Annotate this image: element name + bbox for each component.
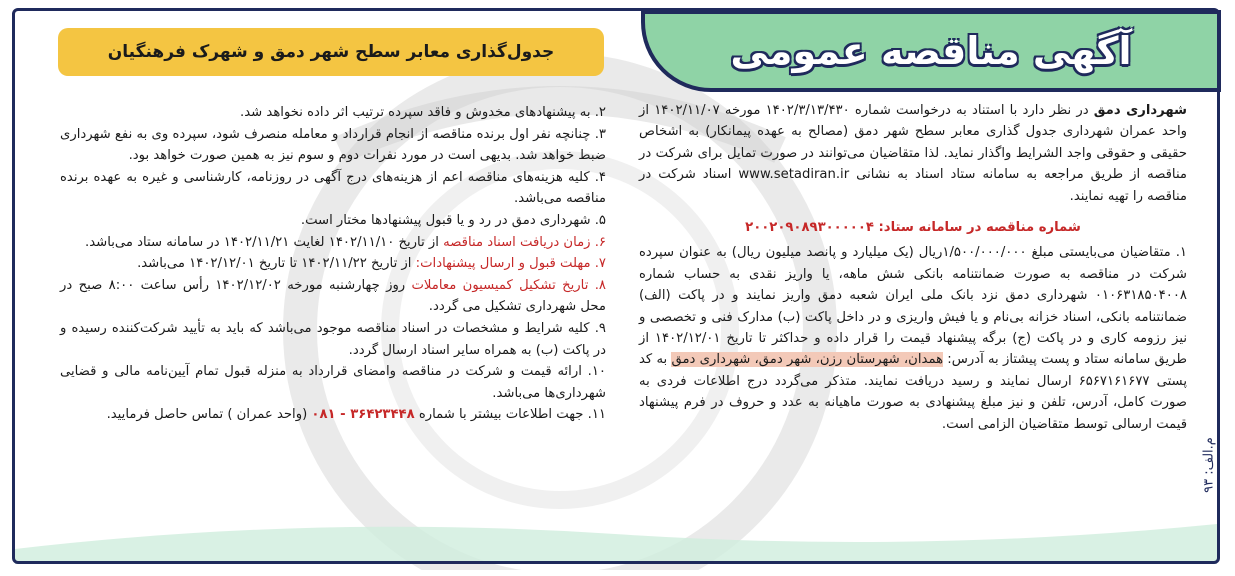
project-subtitle: جدول‌گذاری معابر سطح شهر دمق و شهرک فرهنگیان	[58, 28, 604, 76]
right-column	[639, 100, 1187, 435]
item-4: ۴. کلیه هزینه‌های مناقصه اعم از هزینه‌های درج آگهی در روزنامه، کارشناسی و غیره به عهده برنده مناقصه می‌باشد.	[60, 169, 606, 207]
item-8-label: ۸. تاریخ تشکیل کمیسیون معاملات	[411, 277, 606, 293]
item-1-address: همدان، شهرستان رزن، شهر دمق، شهرداری دمق	[671, 352, 944, 368]
tender-number: شماره مناقصه در سامانه ستاد: ۲۰۰۲۰۹۰۸۹۳۰۰۰۰۰۴	[745, 220, 1081, 236]
intro-paragraph	[639, 100, 1187, 207]
item-2: ۲. به پیشنهادهای مخدوش و فاقد سپرده ترتیب اثر داده نخواهد شد.	[240, 105, 606, 120]
intro-text: در نظر دارد با استناد به درخواست شماره ۱۴۰۲/۳/۱۳/۴۳۰ مورخه ۱۴۰۲/۱۱/۰۷ از واحد عمران شهرداری جدول گذاری معابر سطح شهر دمق (مصالح به عهده پیمانکار) به اشخاص حقیقی و حقوقی واجد الشرایط واگذار نماید. لذا متقاضیان می‌توانند در صورت تمایل برای شرکت در مناقصه از طریق مراجعه به سامانه ستاد اسناد به نشانی www.setadiran.ir اسناد شرکت در مناقصه را تهیه نمایند.	[639, 103, 1187, 204]
left-column	[60, 102, 606, 426]
item-8-text: روز چهارشنبه مورخه ۱۴۰۲/۱۲/۰۲ رأس ساعت ۸:۰۰ صبح در محل شهرداری تشکیل می گردد.	[60, 277, 606, 315]
item-3: ۳. چنانچه نفر اول برنده مناقصه از انجام قرارداد و معامله منصرف شود، سپرده وی به نفع شهرداری ضبط خواهد شد. بدیهی است در مورد نفرات دوم و سوم نیز به همین صورت خواهد بود.	[60, 126, 606, 164]
item-1	[639, 242, 1187, 435]
org-name: شهرداری دمق	[1093, 103, 1188, 118]
item-11-text-a: ۱۱. جهت اطلاعات بیشتر با شماره	[414, 407, 606, 423]
item-6	[60, 232, 606, 254]
ad-title: آگهی مناقصه عمومی	[730, 29, 1132, 73]
item-7-label: ۷. مهلت قبول و ارسال پیشنهادات:	[415, 256, 606, 272]
item-6-text: از تاریخ ۱۴۰۲/۱۱/۱۰ لغایت ۱۴۰۲/۱۱/۲۱ در سامانه ستاد می‌باشد.	[85, 234, 444, 250]
item-1-text-b: به کد پستی ۶۵۶۷۱۶۱۶۷۷ ارسال نمایند و رسید دریافت نمایند. متذکر می‌گردد درج اطلاعات فردی به صورت کامل، آدرس، تلفن و نیز مبلغ پیشنهادی به صورت ماهیانه به عدد و حروف در فرم پیشنهاد قیمت ارسالی توسط متقاضیان الزامی است.	[639, 352, 1187, 432]
item-8	[60, 275, 606, 318]
title-banner	[641, 10, 1221, 92]
item-7	[60, 253, 606, 275]
contact-phone: ۳۶۴۲۳۴۴۸ - ۰۸۱	[311, 407, 415, 423]
side-code: م.الف: ۹۳	[1201, 437, 1217, 493]
item-10: ۱۰. ارائه قیمت و شرکت در مناقصه وامضای قرارداد به منزله قبول تمام آیین‌نامه مالی و قضایی شهرداری‌ها می‌باشد.	[60, 364, 606, 401]
item-11-text-b: (واحد عمران ) تماس حاصل فرمایید.	[106, 407, 312, 423]
item-6-label: ۶. زمان دریافت اسناد مناقصه	[443, 234, 606, 250]
item-9: ۹. کلیه شرایط و مشخصات در اسناد مناقصه موجود می‌باشد که باید به تأیید شرکت‌کننده رسیده و در پاکت (ب) به همراه سایر اسناد ارسال گردد.	[60, 320, 606, 358]
item-1-text-a: ۱. متقاضیان می‌بایستی مبلغ ۱/۵۰۰/۰۰۰/۰۰۰ریال (یک میلیارد و پانصد میلیون ریال) به عنوان سپرده شرکت در مناقصه به صورت ضمانتنامه بانکی شش ماهه، یا واریز نقدی به حساب شماره ۰۱۰۶۳۱۸۵۰۴۰۰۸ شهرداری دمق نزد بانک ملی ایران شعبه دمق واریز نمایند و در پاکت (الف) ضمانتنامه بانکی، اسناد خزانه بی‌نام و یا فیش واریزی و در داخل پاکت (ب) مدارک فنی و تخصصی و نیز رزومه کاری و در پاکت (ج) برگه پیشنهاد قیمت را قرار داده و حداکثر تا تاریخ ۱۴۰۲/۱۲/۰۱ از طریق سامانه ستاد و پست پیشتاز به آدرس:	[639, 245, 1187, 368]
item-7-text: از تاریخ ۱۴۰۲/۱۱/۲۲ تا تاریخ ۱۴۰۲/۱۲/۰۱ می‌باشد.	[137, 256, 416, 272]
item-11	[60, 404, 606, 426]
side-code-box	[1197, 400, 1221, 530]
item-5: ۵. شهرداری دمق در رد و یا قبول پیشنهادها مختار است.	[300, 212, 606, 228]
